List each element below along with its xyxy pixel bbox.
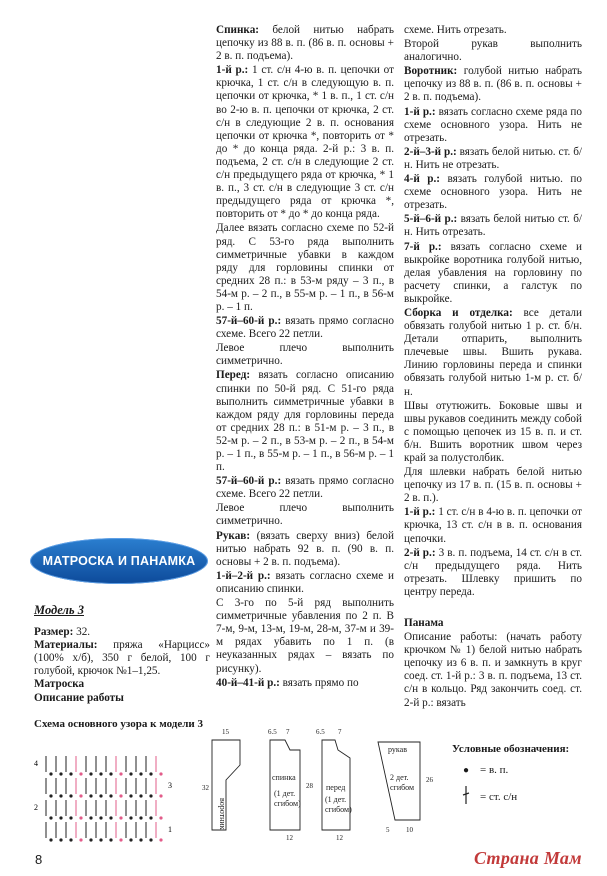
chain-dot — [129, 816, 132, 819]
chain-dot — [129, 794, 132, 797]
paragraph: Второй рукав выполнить аналогично. — [404, 38, 582, 64]
paragraph: С 3-го по 5-й ряд выполнить симметричные убавления по 2 п. В 7-м, 9-м, 13-м, 19-м, 28-м, 37-м и 39-м рядах убавить по 1 п. (в неуказанных рядах – вязать по рисунку). — [216, 597, 394, 675]
chain-dot — [159, 838, 162, 841]
chain-dot — [69, 838, 72, 841]
chain-dot — [109, 816, 112, 819]
chain-dot — [79, 794, 82, 797]
paragraph: Левое плечо выполнить симметрично. — [216, 502, 394, 528]
chain-dot — [59, 772, 62, 775]
sleeve-label: рукав — [388, 745, 407, 754]
svg-text:7: 7 — [338, 728, 342, 736]
chain-dot — [149, 772, 152, 775]
row-number: 2 — [34, 803, 38, 812]
chain-dot — [119, 838, 122, 841]
chain-dot — [129, 838, 132, 841]
chain-dot — [49, 816, 52, 819]
paragraph: Далее вязать согласно схеме по 52-й ряд. С 53-го ряда выполнить симметричные убавки в каждом ряду для горловины спинки от средних 28 п.: в 53-м ряду – 3 п., в 54-м р. – 2 п., в 55-м р. – 1 п., в 56-м р. – 1 п. — [216, 222, 394, 313]
chain-dot — [159, 816, 162, 819]
chain-dot — [59, 816, 62, 819]
row-number: 4 — [34, 759, 38, 768]
panama-title: Панама — [404, 617, 444, 629]
paragraph: 40-й–41-й р.: вязать прямо по — [216, 676, 359, 689]
svg-text:28: 28 — [306, 782, 313, 790]
matroska-heading: Матроска — [34, 678, 85, 691]
svg-text:сгибом: сгибом — [390, 783, 415, 792]
chain-dot — [119, 816, 122, 819]
chain-dot — [149, 838, 152, 841]
chain-dot — [69, 794, 72, 797]
chain-dot — [149, 816, 152, 819]
svg-text:7: 7 — [286, 728, 290, 736]
section-banner: МАТРОСКА И ПАНАМКА — [30, 538, 208, 584]
legend-title: Условные обозначения: — [452, 743, 570, 755]
paragraph: Сборка и отделка: все детали обвязать голубой нитью 1 р. ст. б/н. Детали отпарить, выполнить плечевые швы. Вшить рукава. Линию горловины переда и спинки обвязать голубой нитью 1-м р. ст. б/н. — [404, 306, 582, 398]
work-desc-heading: Описание работы — [34, 691, 124, 704]
chain-dot — [69, 772, 72, 775]
paragraph: схеме. Нить отрезать. — [404, 24, 507, 36]
legend-item: ● = в. п. — [452, 764, 569, 776]
paragraph: Перед: вязать согласно описанию спинки по 50-й ряд. С 51-го ряда выполнить симметричные убавки в каждом ряду для горловины переда от средних 28 п.: в 51-м р. – 3 п., в 52-м р. – 2 п., в 53-м р. – 2 п., в 54-м р. – 1 п., в 55-м р. – 1 п., в 56-м р. – 1 п. — [216, 369, 394, 474]
chain-dot — [139, 838, 142, 841]
panama-section — [404, 617, 582, 711]
paragraph: Воротник: голубой нитью набрать цепочку из 88 в. п. (86 в. п. основы + 2 в. п. подъема). — [404, 65, 582, 104]
svg-text:32: 32 — [202, 784, 209, 792]
paragraph: 1-й р.: 1 ст. с/н 4-ю в. п. цепочки от крючка, 1 ст. с/н в следующую в. п. цепочки от крючка, * 1 в. п., 1 ст. с/н во 2-ю в. п. цепочки от крючка, 2 ст. с/н в следующие 2 в. п. основания цепочки от крючка *, повторить от * до * до конца ряда. 2-й р.: 3 в. п. подъема, 2 ст. с/н в следующие 2 ст. с/н предыдущего ряда от крючка, * 1 в. п., 3 ст. с/н в следующие 3 ст. с/н предыдущего ряда от крючка *, повторить от * до * до конца ряда. — [216, 64, 394, 221]
paragraph: 1-й–2-й р.: вязать согласно схеме и описанию спинки. — [216, 569, 395, 595]
paragraph: 2-й р.: 3 в. п. подъема, 14 ст. с/н в ст. с/н предыдущего ряда. Нить отрезать. Шлевку пришить по центру переда. — [404, 546, 583, 598]
panama-text: Описание работы: (начать работу крючком № 1) белой нитью набрать цепочку из 6 в. п. и замкнуть в круг соед. ст. 1-й р.: 3 в. п. подъема, 13 ст. с/н в кольцо. Ряд закончить соед. ст. 2-й р.: вязать — [404, 631, 582, 709]
chain-dot — [99, 772, 102, 775]
row-number: 3 — [168, 781, 172, 790]
legend-item: = ст. с/н — [452, 785, 569, 808]
chain-dot — [89, 794, 92, 797]
paragraph: 57-й–60-й р.: вязать прямо согласно схеме. Всего 22 петли. — [216, 315, 394, 341]
row-number: 1 — [168, 825, 172, 834]
materials-line: Материалы: пряжа «Нарцисс» (100% х/б), 350 г белой, 100 г голубой, крючок №1–1,25. — [34, 639, 210, 678]
chain-dot — [119, 772, 122, 775]
model-info — [34, 604, 210, 705]
chain-dot — [109, 838, 112, 841]
svg-text:(1 дет.: (1 дет. — [325, 795, 347, 804]
chain-dot — [49, 772, 52, 775]
chain-dot — [89, 816, 92, 819]
back-pattern — [270, 740, 300, 830]
paragraph: Швы отутюжить. Боковые швы и швы рукавов соединить между собой с помощью цепочек из 15 в. п. и ст. б/н. Вшить воротник швом через край за полустолбик. — [404, 399, 583, 464]
svg-text:сгибом): сгибом) — [274, 799, 301, 808]
chain-dot — [139, 772, 142, 775]
svg-text:(1 дет.: (1 дет. — [274, 789, 296, 798]
back-label: спинка — [272, 773, 296, 782]
chain-dot — [79, 772, 82, 775]
chain-dot — [99, 838, 102, 841]
chain-dot — [139, 816, 142, 819]
chain-dot — [59, 794, 62, 797]
chain-dot — [159, 772, 162, 775]
svg-text:6.5: 6.5 — [316, 728, 325, 736]
chain-dot — [89, 838, 92, 841]
model-title: Модель 3 — [34, 603, 84, 617]
size-line: Размер: 32. — [34, 626, 91, 639]
svg-text:12: 12 — [336, 834, 343, 842]
paragraph: Рукав: (вязать сверху вниз) белой нитью набрать 92 в. п. (90 в. п. основы + 2 в. п. подъема). — [216, 529, 394, 568]
page-number: 8 — [35, 852, 43, 867]
svg-text:26: 26 — [426, 776, 433, 784]
chain-dot — [149, 794, 152, 797]
chain-dot — [89, 772, 92, 775]
chain-dot — [109, 772, 112, 775]
text-column-middle — [216, 24, 394, 691]
schema-title: Схема основного узора к модели 3 — [34, 718, 203, 730]
chain-dot — [79, 816, 82, 819]
paragraph: 4-й р.: вязать голубой нитью. по схеме основного узора. Нить не отрезать. — [404, 173, 582, 212]
legend — [452, 743, 569, 808]
paragraph: Для шлевки набрать белой нитью цепочку из 17 в. п. (15 в. п. основы + 2 в. п.). — [404, 466, 582, 505]
svg-text:6.5: 6.5 — [268, 728, 277, 736]
text-column-right — [404, 24, 582, 600]
paragraph: 1-й р.: вязать согласно схеме ряда по схеме основного узора. Нить не отрезать. — [404, 105, 582, 144]
chain-dot — [109, 794, 112, 797]
paragraph: 1-й р.: 1 ст. с/н в 4-ю в. п. цепочки от крючка, 13 ст. с/н в в. п. основания цепочки. — [404, 506, 582, 545]
dot-icon: ● — [462, 764, 470, 776]
svg-text:сгибом): сгибом) — [325, 805, 352, 814]
watermark-logo: Страна Мам — [474, 848, 582, 868]
paragraph: Левое плечо выполнить симметрично. — [216, 342, 394, 368]
svg-text:2 дет.: 2 дет. — [390, 773, 409, 782]
chain-dot — [129, 772, 132, 775]
paragraph: 7-й р.: вязать согласно схеме и выкройке воротника голубой нитью, делая убавления на горловину по расчету спинки, а галстук по выкройке. — [404, 240, 582, 305]
stitch-schema-diagram — [32, 752, 182, 844]
pattern-pieces-diagram — [190, 720, 445, 845]
svg-text:12: 12 — [286, 834, 293, 842]
chain-dot — [49, 794, 52, 797]
chain-dot — [119, 794, 122, 797]
chain-dot — [79, 838, 82, 841]
chain-dot — [69, 816, 72, 819]
paragraph: 2-й–3-й р.: вязать белой нитью. ст. б/н. Нить не отрезать. — [404, 145, 582, 171]
collar-label: воротник — [218, 798, 227, 830]
stitch-icon — [452, 785, 480, 808]
front-label: перед — [326, 783, 346, 792]
chain-dot — [59, 838, 62, 841]
chain-dot — [159, 794, 162, 797]
svg-text:15: 15 — [222, 728, 229, 736]
svg-text:5: 5 — [386, 826, 390, 834]
paragraph: 57-й–60-й р.: вязать прямо согласно схеме. Всего 22 петли. — [216, 475, 394, 501]
paragraph: Спинка: белой нитью набрать цепочку из 88 в. п. (86 в. п. основы + 2 в. п. подъема). — [216, 24, 394, 63]
chain-dot — [139, 794, 142, 797]
chain-dot — [99, 794, 102, 797]
paragraph: 5-й–6-й р.: вязать белой нитью ст. б/н. Нить отрезать. — [404, 213, 582, 239]
svg-text:10: 10 — [406, 826, 413, 834]
chain-dot — [99, 816, 102, 819]
chain-dot — [49, 838, 52, 841]
